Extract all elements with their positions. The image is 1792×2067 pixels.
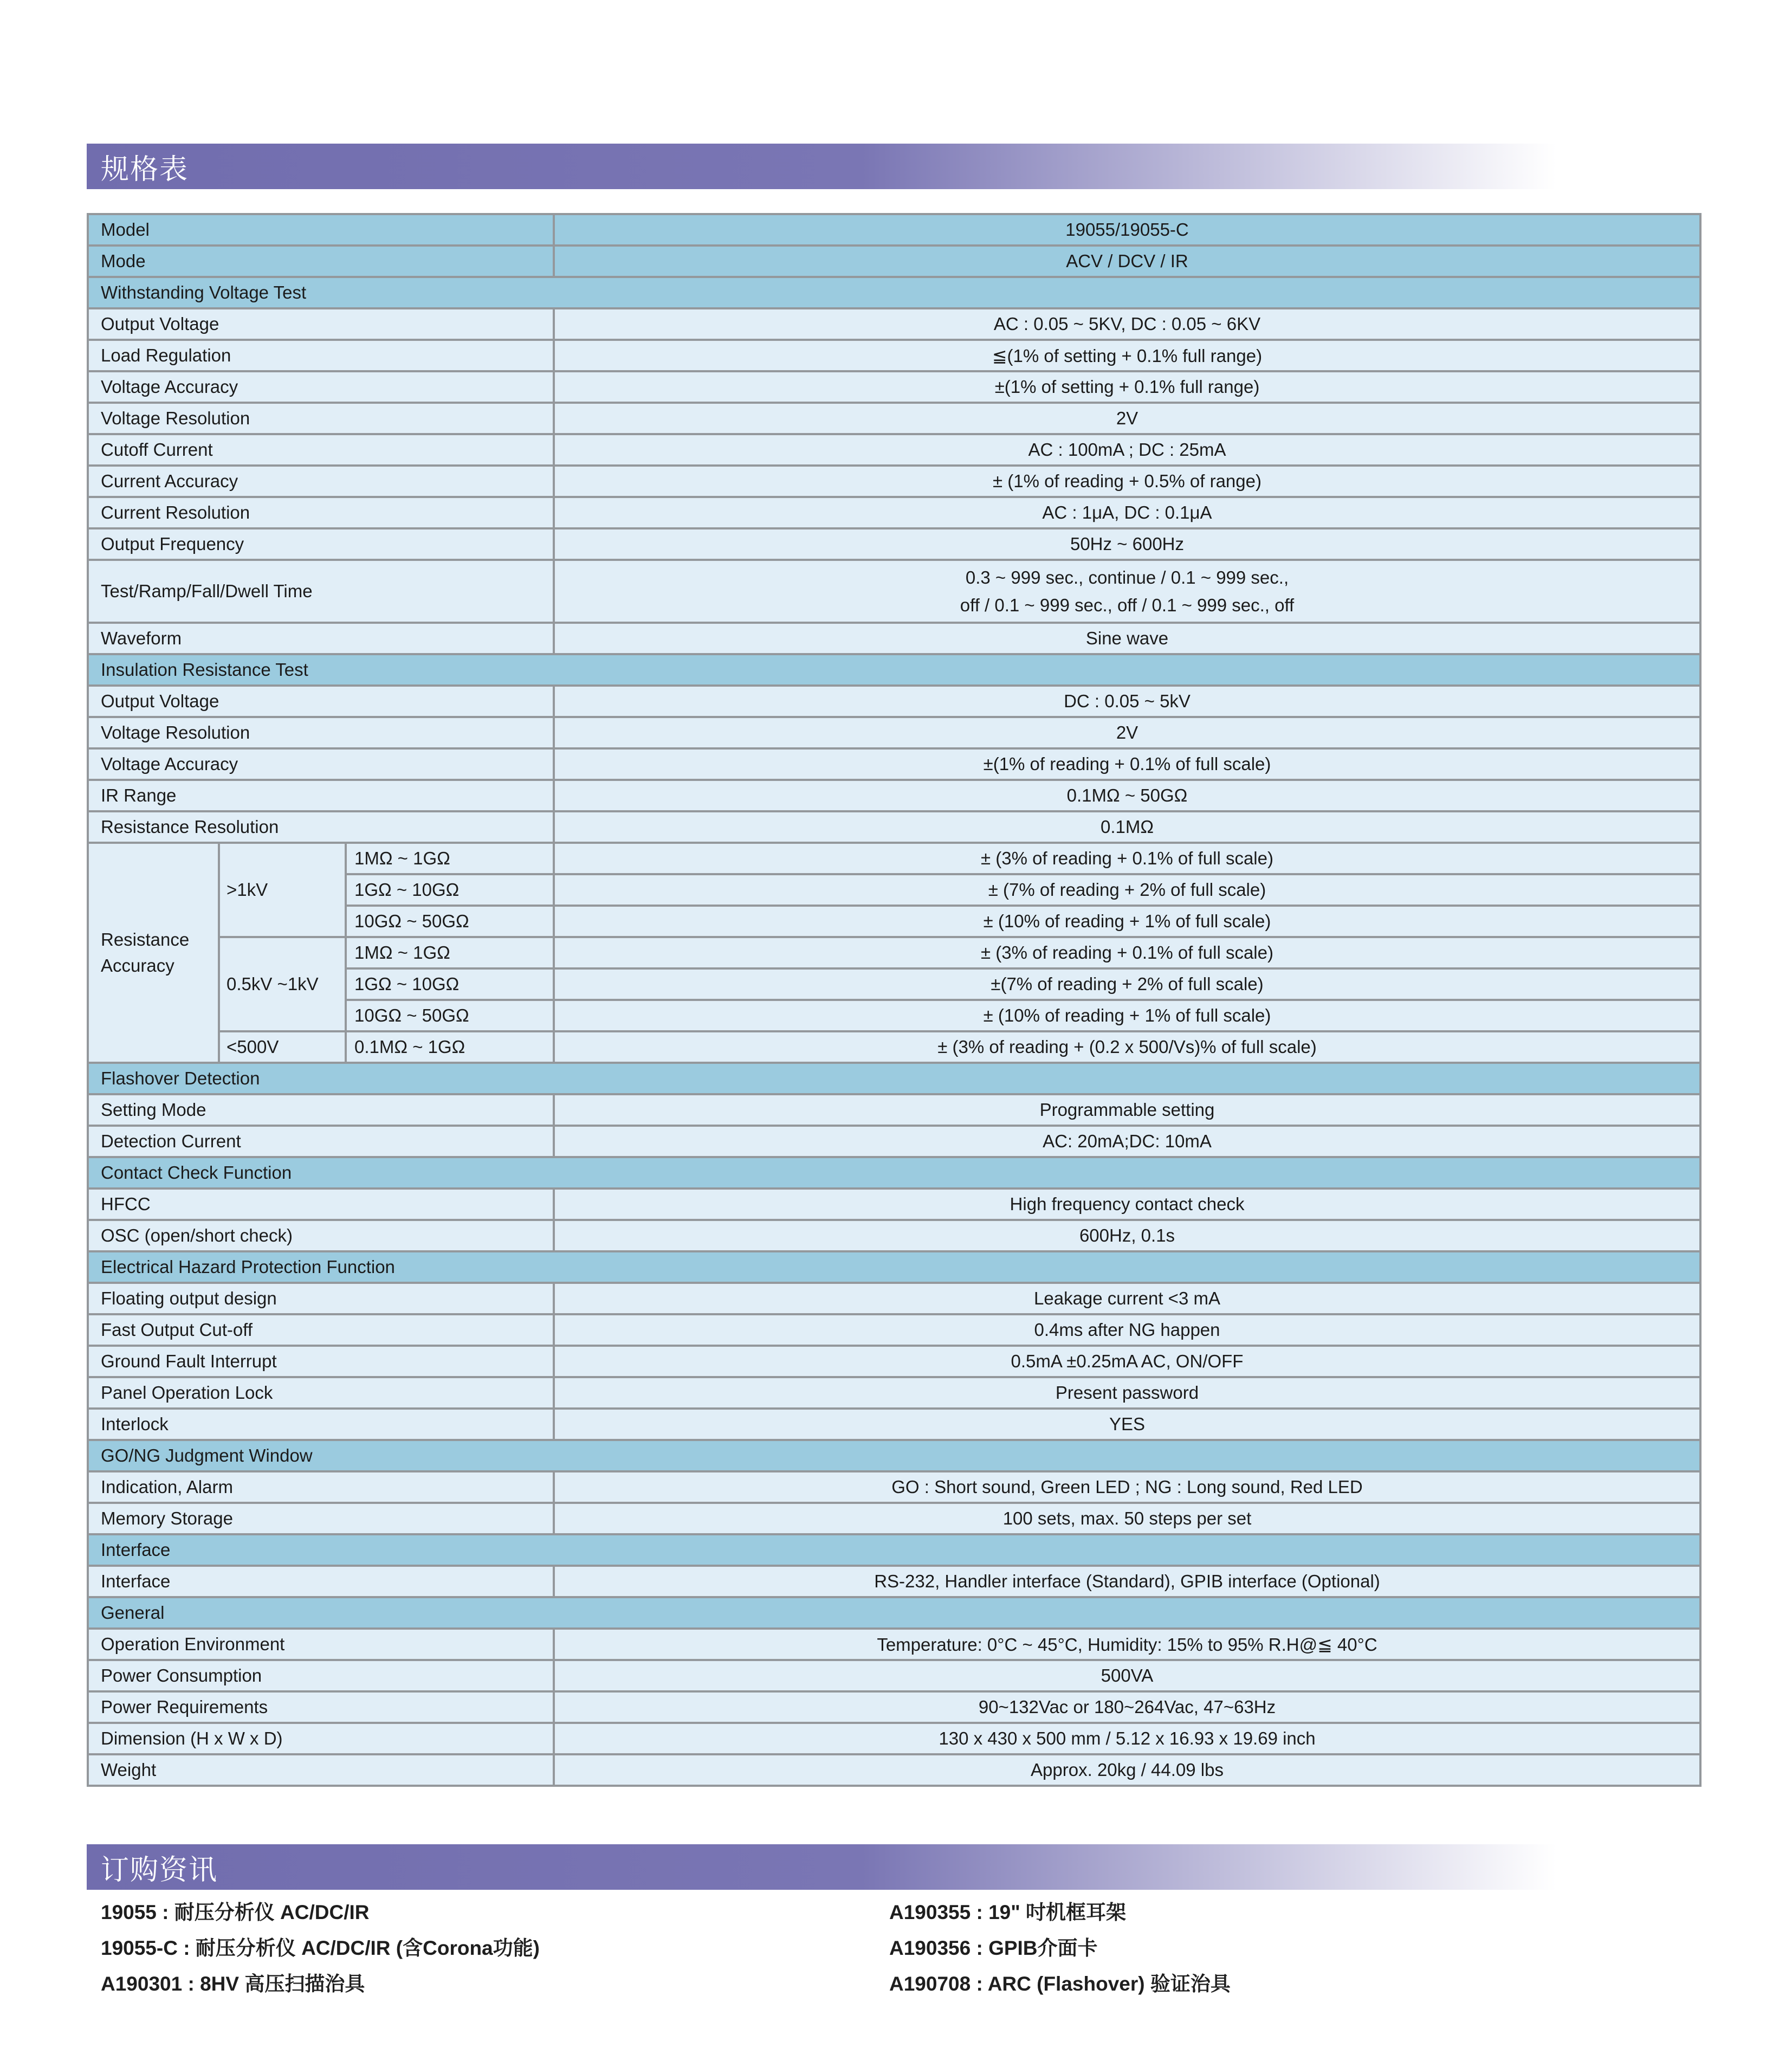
spec-value: ± (1% of reading + 0.5% of range) — [555, 467, 1699, 496]
resistance-range: 0.1MΩ ~ 1GΩ — [347, 1032, 553, 1062]
spec-value: 2V — [555, 404, 1699, 433]
spec-value: 0.1MΩ — [555, 812, 1699, 842]
spec-label: Output Voltage — [89, 687, 553, 716]
resistance-range: 1GΩ ~ 10GΩ — [347, 875, 553, 905]
spec-label: Voltage Resolution — [89, 718, 553, 747]
resistance-accuracy-label-line1: Resistance — [101, 929, 190, 950]
ordering-item: A190301 : 8HV 高压扫描治具 — [101, 1973, 365, 1995]
spec-value: 0.5mA ±0.25mA AC, ON/OFF — [555, 1347, 1699, 1376]
ordering-list-left — [101, 1892, 540, 2000]
resistance-range: 1GΩ ~ 10GΩ — [347, 970, 553, 999]
spec-value: AC: 20mA;DC: 10mA — [555, 1127, 1699, 1156]
spec-value: Approx. 20kg / 44.09 lbs — [555, 1755, 1699, 1785]
spec-value: 500VA — [555, 1661, 1699, 1690]
test-time-line1: 0.3 ~ 999 sec., continue / 0.1 ~ 999 sec., — [965, 567, 1289, 587]
spec-value: 90~132Vac or 180~264Vac, 47~63Hz — [555, 1693, 1699, 1722]
spec-label: Ground Fault Interrupt — [89, 1347, 553, 1376]
spec-value: AC : 0.05 ~ 5KV, DC : 0.05 ~ 6KV — [555, 309, 1699, 339]
accuracy-value: ± (3% of reading + 0.1% of full scale) — [555, 844, 1699, 873]
spec-value: YES — [555, 1410, 1699, 1439]
spec-table — [87, 213, 1702, 1787]
accuracy-value: ± (3% of reading + (0.2 x 500/Vs)% of full scale) — [555, 1032, 1699, 1062]
spec-value: 0.1MΩ ~ 50GΩ — [555, 781, 1699, 810]
spec-label-model: Model — [89, 215, 553, 244]
test-time-line2: off / 0.1 ~ 999 sec., off / 0.1 ~ 999 sec., off — [960, 595, 1295, 615]
ordering-item: A190708 : ARC (Flashover) 验证治具 — [889, 1973, 1231, 1995]
spec-value: Sine wave — [555, 624, 1699, 653]
spec-label: HFCC — [89, 1190, 553, 1219]
spec-label: Dimension (H x W x D) — [89, 1724, 553, 1753]
accuracy-value: ± (7% of reading + 2% of full scale) — [555, 875, 1699, 905]
section-row-interface: Interface — [89, 1535, 1699, 1565]
spec-value: Programmable setting — [555, 1095, 1699, 1125]
accuracy-value: ± (10% of reading + 1% of full scale) — [555, 907, 1699, 936]
voltage-band-05-1kv: 0.5kV ~1kV — [220, 938, 345, 1030]
spec-value: ≦(1% of setting + 0.1% full range) — [555, 341, 1699, 370]
section-row-contact-check: Contact Check Function — [89, 1158, 1699, 1187]
spec-label: Power Consumption — [89, 1661, 553, 1690]
resistance-accuracy-label — [89, 844, 218, 1062]
spec-label: Setting Mode — [89, 1095, 553, 1125]
spec-value: 130 x 430 x 500 mm / 5.12 x 16.93 x 19.69 inch — [555, 1724, 1699, 1753]
spec-header-bar — [87, 144, 1702, 189]
spec-value: ±(1% of reading + 0.1% of full scale) — [555, 750, 1699, 779]
spec-label: OSC (open/short check) — [89, 1221, 553, 1250]
accuracy-value: ± (3% of reading + 0.1% of full scale) — [555, 938, 1699, 967]
spec-label: Power Requirements — [89, 1693, 553, 1722]
ordering-header-title: 订购资讯 — [101, 1854, 218, 1886]
spec-value: AC : 1μA, DC : 0.1μA — [555, 498, 1699, 527]
spec-label: Interlock — [89, 1410, 553, 1439]
spec-label: Interface — [89, 1567, 553, 1596]
ordering-header-bar — [87, 1844, 1702, 1890]
spec-value: RS-232, Handler interface (Standard), GPIB interface (Optional) — [555, 1567, 1699, 1596]
spec-label: Floating output design — [89, 1284, 553, 1313]
spec-label: Current Resolution — [89, 498, 553, 527]
spec-label: Voltage Accuracy — [89, 750, 553, 779]
section-row-electrical-hazard: Electrical Hazard Protection Function — [89, 1252, 1699, 1282]
spec-label: Cutoff Current — [89, 435, 553, 464]
spec-value: 0.4ms after NG happen — [555, 1315, 1699, 1345]
spec-label: Resistance Resolution — [89, 812, 553, 842]
section-row-flashover: Flashover Detection — [89, 1064, 1699, 1093]
ordering-list-right — [889, 1892, 1231, 2000]
section-row-insulation: Insulation Resistance Test — [89, 655, 1699, 684]
voltage-band-gt1kv: >1kV — [220, 844, 345, 936]
spec-label-mode: Mode — [89, 247, 553, 276]
spec-label: Waveform — [89, 624, 553, 653]
voltage-band-lt500v: <500V — [220, 1032, 345, 1062]
spec-label: Weight — [89, 1755, 553, 1785]
spec-label: Output Voltage — [89, 309, 553, 339]
spec-value: Temperature: 0°C ~ 45°C, Humidity: 15% to 95% R.H@≦ 40°C — [555, 1630, 1699, 1659]
spec-value: DC : 0.05 ~ 5kV — [555, 687, 1699, 716]
spec-label: Voltage Accuracy — [89, 372, 553, 402]
spec-value: GO : Short sound, Green LED ; NG : Long sound, Red LED — [555, 1472, 1699, 1502]
ordering-item: 19055-C : 耐压分析仪 AC/DC/IR (含Corona功能) — [101, 1937, 540, 1959]
resistance-range: 1MΩ ~ 1GΩ — [347, 938, 553, 967]
spec-value: Leakage current <3 mA — [555, 1284, 1699, 1313]
spec-label: Panel Operation Lock — [89, 1378, 553, 1407]
spec-value-test-time — [555, 561, 1699, 622]
resistance-accuracy-label-line2: Accuracy — [101, 955, 174, 976]
spec-label: Fast Output Cut-off — [89, 1315, 553, 1345]
spec-label: Current Accuracy — [89, 467, 553, 496]
accuracy-value: ±(7% of reading + 2% of full scale) — [555, 970, 1699, 999]
spec-label: IR Range — [89, 781, 553, 810]
spec-value: High frequency contact check — [555, 1190, 1699, 1219]
resistance-range: 10GΩ ~ 50GΩ — [347, 907, 553, 936]
spec-value: 50Hz ~ 600Hz — [555, 529, 1699, 559]
ordering-item: A190355 : 19" 吋机框耳架 — [889, 1901, 1127, 1923]
spec-label: Detection Current — [89, 1127, 553, 1156]
spec-value: ±(1% of setting + 0.1% full range) — [555, 372, 1699, 402]
spec-label: Operation Environment — [89, 1630, 553, 1659]
spec-label: Indication, Alarm — [89, 1472, 553, 1502]
spec-value: 100 sets, max. 50 steps per set — [555, 1504, 1699, 1533]
section-row-withstanding: Withstanding Voltage Test — [89, 278, 1699, 307]
spec-value-model: 19055/19055-C — [555, 215, 1699, 244]
resistance-range: 1MΩ ~ 1GΩ — [347, 844, 553, 873]
spec-value: 2V — [555, 718, 1699, 747]
spec-value: AC : 100mA ; DC : 25mA — [555, 435, 1699, 464]
section-row-general: General — [89, 1598, 1699, 1627]
ordering-item: 19055 : 耐压分析仪 AC/DC/IR — [101, 1901, 370, 1923]
spec-header-title: 规格表 — [101, 153, 189, 185]
resistance-range: 10GΩ ~ 50GΩ — [347, 1001, 553, 1030]
spec-label: Load Regulation — [89, 341, 553, 370]
spec-value-mode: ACV / DCV / IR — [555, 247, 1699, 276]
spec-label-test-time: Test/Ramp/Fall/Dwell Time — [89, 561, 553, 622]
spec-label: Output Frequency — [89, 529, 553, 559]
accuracy-value: ± (10% of reading + 1% of full scale) — [555, 1001, 1699, 1030]
ordering-item: A190356 : GPIB介面卡 — [889, 1937, 1098, 1959]
spec-label: Voltage Resolution — [89, 404, 553, 433]
spec-label: Memory Storage — [89, 1504, 553, 1533]
section-row-gong: GO/NG Judgment Window — [89, 1441, 1699, 1470]
spec-value: 600Hz, 0.1s — [555, 1221, 1699, 1250]
spec-value: Present password — [555, 1378, 1699, 1407]
